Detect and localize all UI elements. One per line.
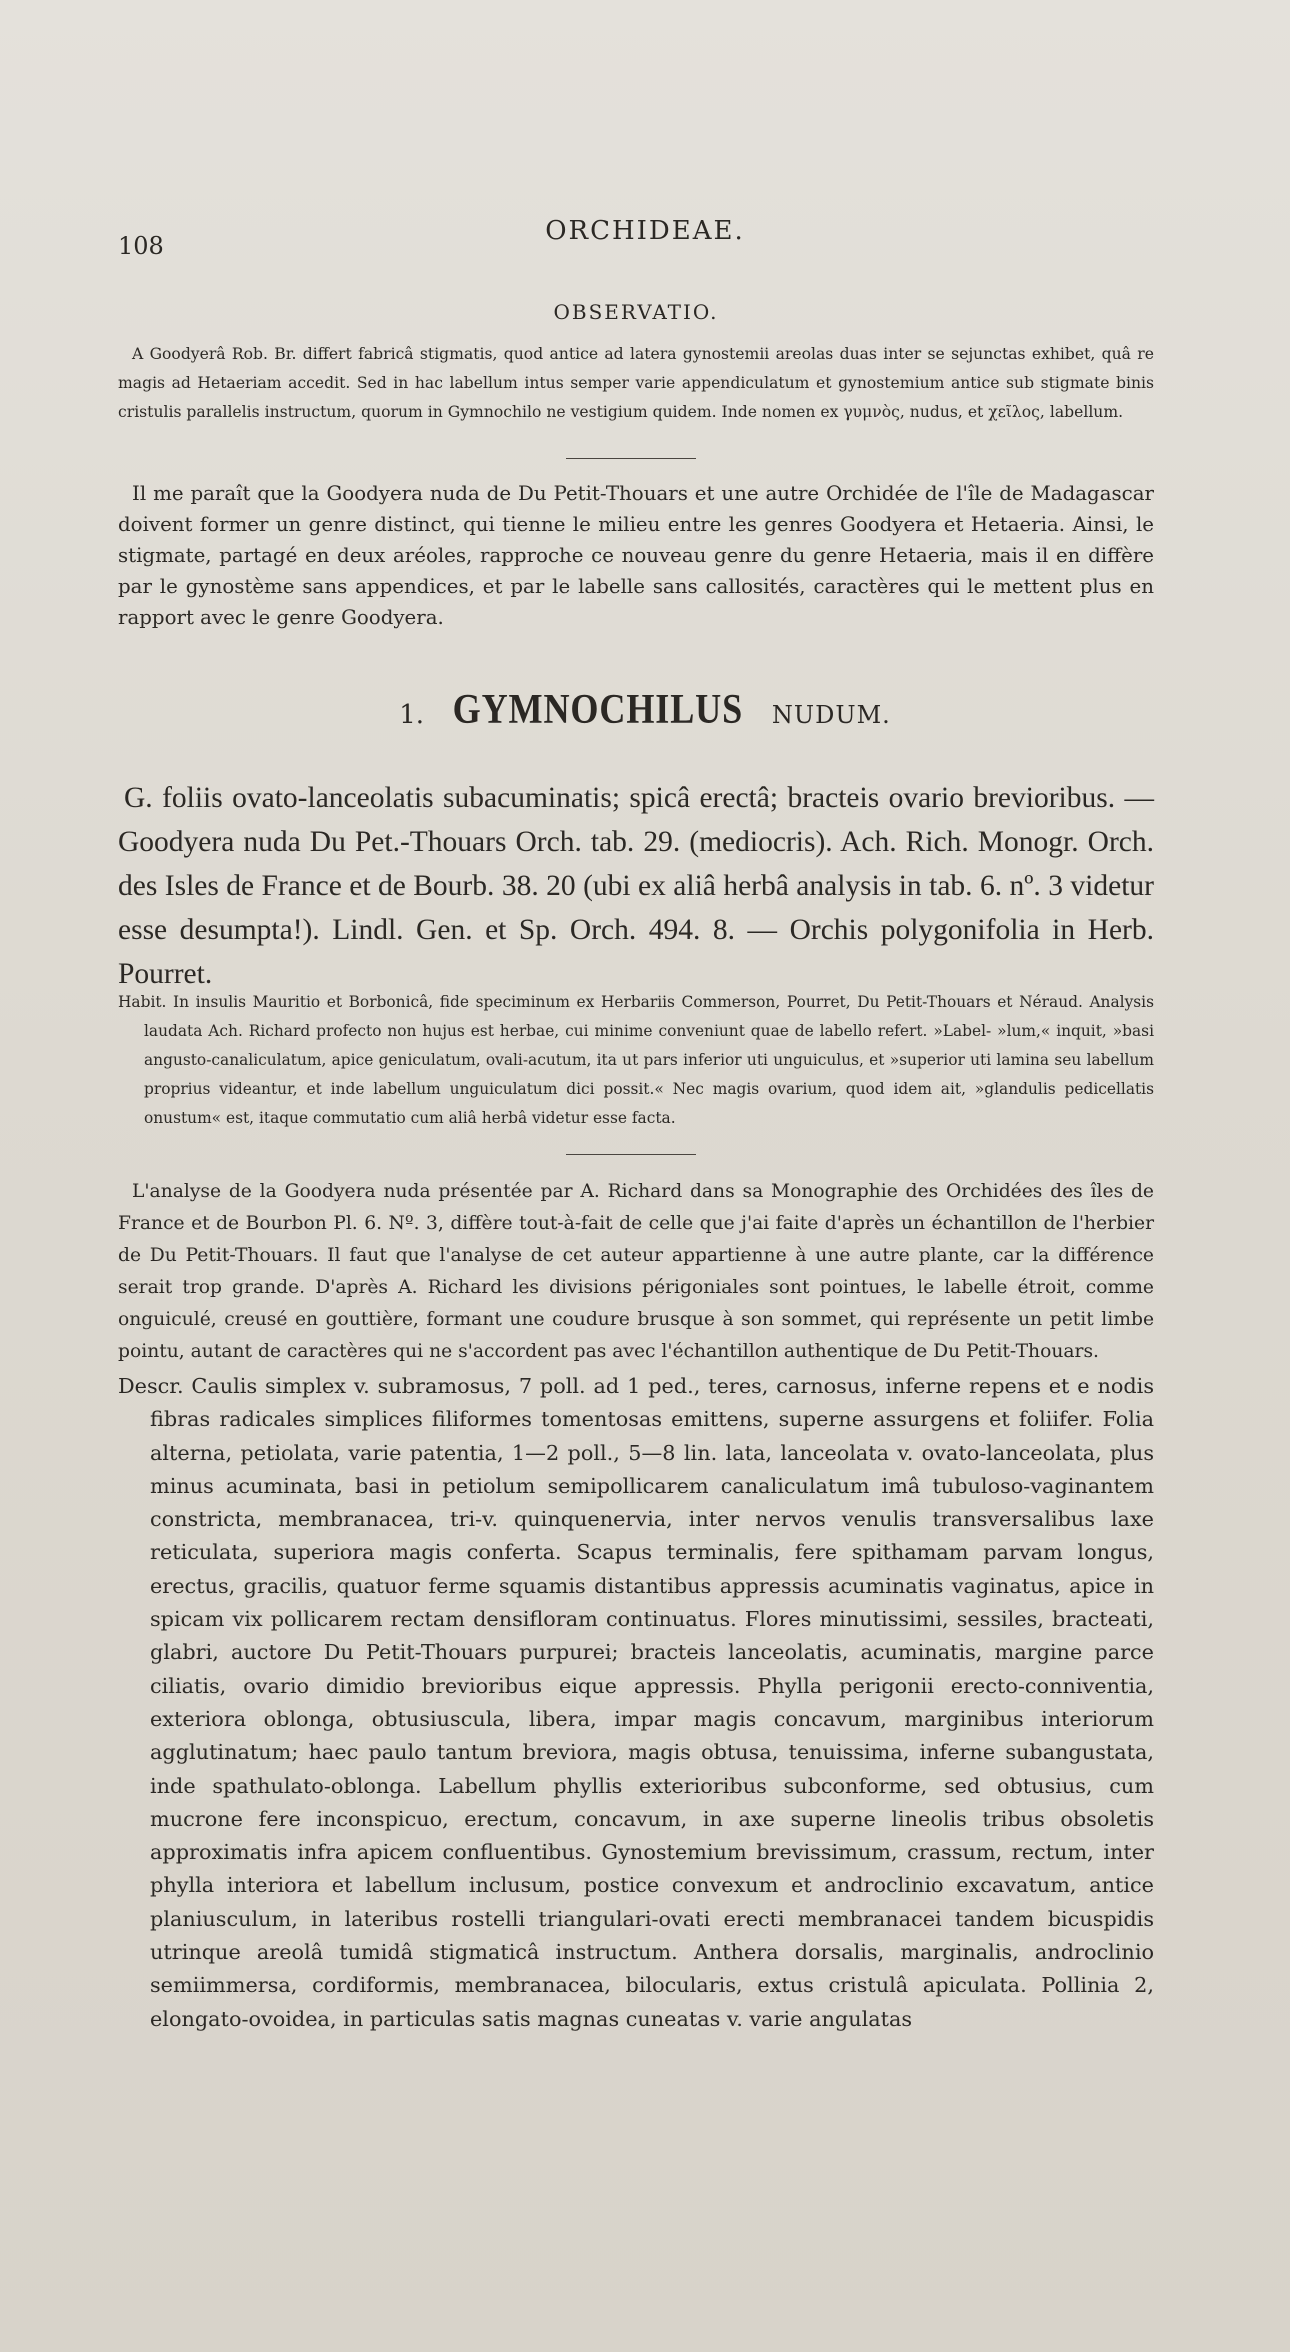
species-genus: GYMNOCHILUS [452,687,744,733]
species-epithet: NUDUM. [771,701,891,729]
section-divider [566,458,696,459]
intro-paragraph: Il me paraît que la Goodyera nuda de Du Petit-Thouars et une autre Orchidée de l'île de Madagascar doivent former un genre distinct, qui tienne le milieu entre les genres Goodyera et Hetaeria. Ainsi, le stigmate, partagé en deux aréoles, rapproche ce nouveau genre du genre Hetaeria, mais il en diffère par le gynostème sans appendices, et par le labelle sans callosités, caractères qui le mettent plus en rapport avec le genre Goodyera. [118,482,1154,629]
page-number: 108 [118,232,164,260]
species-heading [0,686,1290,734]
running-title: ORCHIDEAE. [545,216,745,246]
observatio-heading: OBSERVATIO. [553,300,719,324]
observatio-paragraph: A Goodyerâ Rob. Br. differt fabricâ stigmatis, quod antice ad latera gynostemii areolas duas inter se sejunctas exhibet, quâ re magis ad Hetaeriam accedit. Sed in hac labellum intus semper varie appendiculatum et gynostemium antice sub stigmate binis cristulis parallelis instructum, quorum in Gymnochilo ne vestigium quidem. Inde nomen ex γυμνὸς, nudus, et χεῖλος, labellum. [118,345,1154,421]
section-divider [566,1154,696,1155]
habitat-paragraph: Habit. In insulis Mauritio et Borbonicâ, fide speciminum ex Herbariis Commerson, Pourret, Du Petit-Thouars et Néraud. Analysis laudata Ach. Richard profecto non hujus est herbae, cui minime conveniunt quae de labello refert. »Label- »lum,« inquit, »basi angusto-canaliculatum, apice geniculatum, ovali-acutum, ita ut pars inferior uti unguiculus, et »superior uti lamina seu labellum proprius videantur, et inde labellum unguiculatum dici possit.« Nec magis ovarium, quod idem ait, »glandulis pedicellatis onustum« est, itaque commutatio cum aliâ herbâ videtur esse facta. [118,993,1154,1127]
analysis-paragraph: L'analyse de la Goodyera nuda présentée par A. Richard dans sa Monographie des Orchidées des îles de France et de Bourbon Pl. 6. Nº. 3, diffère tout-à-fait de celle que j'ai faite d'après un échantillon de l'herbier de Du Petit-Thouars. Il faut que l'analyse de cet auteur appartienne à une autre plante, car la différence serait trop grande. D'après A. Richard les divisions périgoniales sont pointues, le labelle étroit, comme onguiculé, creusé en gouttière, formant une coudure brusque à son sommet, qui représente un petit limbe pointu, autant de caractères qui ne s'accordent pas avec l'échantillon authentique de Du Petit-Thouars. [118,1181,1154,1362]
diagnosis-paragraph: G. foliis ovato-lanceolatis subacuminatis; spicâ erectâ; bracteis ovario brevioribus. — Goodyera nuda Du Pet.-Thouars Orch. tab. 29. (mediocris). Ach. Rich. Monogr. Orch. des Isles de France et de Bourb. 38. 20 (ubi ex aliâ herbâ analysis in tab. 6. nº. 3 videtur esse desumpta!). Lindl. Gen. et Sp. Orch. 494. 8. — Orchis polygonifolia in Herb. Pourret. [118,782,1154,990]
species-number: 1. [399,700,424,730]
description-paragraph: Descr. Caulis simplex v. subramosus, 7 poll. ad 1 ped., teres, carnosus, inferne repens et e nodis fibras radicales simplices filiformes tomentosas emittens, superne assurgens et foliifer. Folia alterna, petiolata, varie patentia, 1—2 poll., 5—8 lin. lata, lanceolata v. ovato-lanceolata, plus minus acuminata, basi in petiolum semipollicarem canaliculatum imâ tubuloso-vaginantem constricta, membranacea, tri-v. quinquenervia, inter nervos venulis transversalibus laxe reticulata, superiora magis conferta. Scapus terminalis, fere spithamam parvam longus, erectus, gracilis, quatuor ferme squamis distantibus appressis acuminatis vaginatus, apice in spicam vix pollicarem rectam densifloram continuatus. Flores minutissimi, sessiles, bracteati, glabri, auctore Du Petit-Thouars purpurei; bracteis lanceolatis, acuminatis, margine parce ciliatis, ovario dimidio brevioribus eique appressis. Phylla perigonii erecto-conniventia, exteriora oblonga, obtusiuscula, libera, impar magis concavum, marginibus interiorum agglutinatum; haec paulo tantum breviora, magis obtusa, tenuissima, inferne subangustata, inde spathulato-oblonga. Labellum phyllis exterioribus subconforme, sed obtusius, cum mucrone fere inconspicuo, erectum, concavum, in axe superne lineolis tribus obsoletis approximatis infra apicem confluentibus. Gynostemium brevissimum, crassum, rectum, inter phylla interiora et labellum inclusum, postice convexum et androclinio excavatum, antice planiusculum, in lateribus rostelli triangulari-ovati erecti membranacei tandem bicuspidis utrinque areolâ tumidâ stigmaticâ instructum. Anthera dorsalis, marginalis, androclinio semiimmersa, cordiformis, membranacea, bilocularis, extus cristulâ apiculata. Pollinia 2, elongato-ovoidea, in particulas satis magnas cuneatas v. varie angulatas [118,1374,1154,2031]
